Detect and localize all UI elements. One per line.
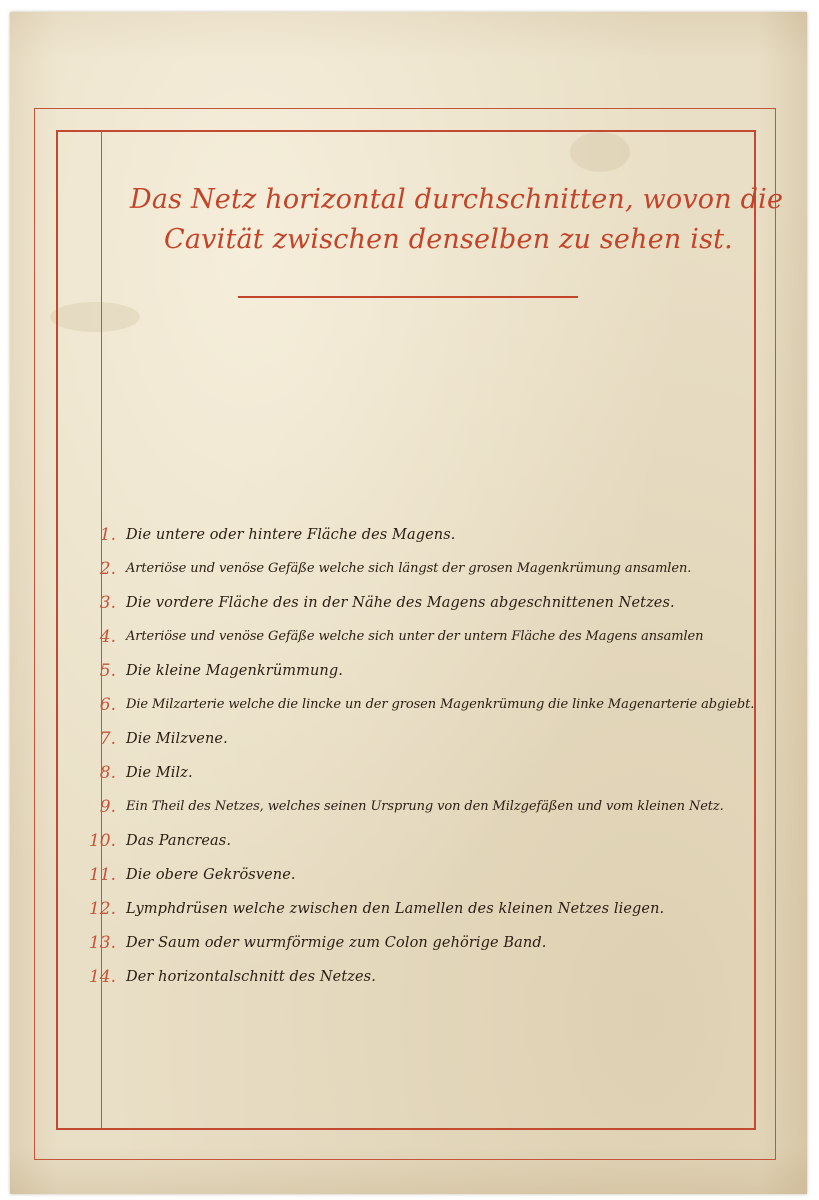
item-text: Die vordere Fläche des in der Nähe des Magens abgeschnittenen Netzes. bbox=[126, 595, 675, 611]
item-text: Die Milzarterie welche die lincke un der grosen Magenkrümung die linke Magenarterie abgiebt. bbox=[126, 697, 755, 712]
item-number: 10. bbox=[88, 831, 116, 851]
item-number: 6. bbox=[99, 695, 116, 715]
page-title bbox=[130, 180, 784, 260]
item-number: 7. bbox=[99, 729, 116, 749]
item-number: 8. bbox=[99, 763, 116, 783]
item-text: Arteriöse und venöse Gefäße welche sich unter der untern Fläche des Magens ansamlen bbox=[126, 629, 704, 644]
list-item bbox=[76, 790, 766, 824]
list-item bbox=[76, 654, 766, 688]
list-item bbox=[76, 926, 766, 960]
item-number: 3. bbox=[99, 593, 116, 613]
item-text: Die Milzvene. bbox=[126, 731, 228, 747]
legend-list bbox=[76, 518, 766, 994]
list-item bbox=[76, 960, 766, 994]
item-text: Die obere Gekrösvene. bbox=[126, 867, 296, 883]
list-item bbox=[76, 586, 766, 620]
item-text: Der Saum oder wurmförmige zum Colon gehörige Band. bbox=[126, 935, 547, 951]
item-number: 11. bbox=[88, 865, 116, 885]
title-line-1: Das Netz horizontal durchschnitten, wovon die bbox=[130, 184, 784, 215]
list-item bbox=[76, 756, 766, 790]
item-text: Der horizontalschnitt des Netzes. bbox=[126, 969, 376, 985]
list-item bbox=[76, 688, 766, 722]
list-item bbox=[76, 892, 766, 926]
list-item bbox=[76, 722, 766, 756]
list-item bbox=[76, 552, 766, 586]
title-line-2: Cavität zwischen denselben zu sehen ist. bbox=[164, 224, 733, 255]
item-number: 2. bbox=[99, 559, 116, 579]
list-item bbox=[76, 518, 766, 552]
item-text: Ein Theil des Netzes, welches seinen Ursprung von den Milzgefäßen und vom kleinen Netz. bbox=[126, 799, 724, 814]
item-number: 4. bbox=[99, 627, 116, 647]
item-text: Arteriöse und venöse Gefäße welche sich längst der grosen Magenkrümung ansamlen. bbox=[126, 561, 692, 576]
item-text: Die kleine Magenkrümmung. bbox=[126, 663, 343, 679]
item-number: 5. bbox=[99, 661, 116, 681]
item-text: Die Milz. bbox=[126, 765, 193, 781]
item-text: Die untere oder hintere Fläche des Magens. bbox=[126, 527, 456, 543]
item-number: 13. bbox=[88, 933, 116, 953]
item-number: 1. bbox=[99, 525, 116, 545]
item-number: 12. bbox=[88, 899, 116, 919]
item-number: 9. bbox=[99, 797, 116, 817]
item-number: 14. bbox=[88, 967, 116, 987]
item-text: Lymphdrüsen welche zwischen den Lamellen des kleinen Netzes liegen. bbox=[126, 901, 665, 917]
item-text: Das Pancreas. bbox=[126, 833, 232, 849]
list-item bbox=[76, 858, 766, 892]
title-underline bbox=[238, 296, 578, 298]
list-item bbox=[76, 824, 766, 858]
list-item bbox=[76, 620, 766, 654]
manuscript-page bbox=[10, 12, 807, 1194]
